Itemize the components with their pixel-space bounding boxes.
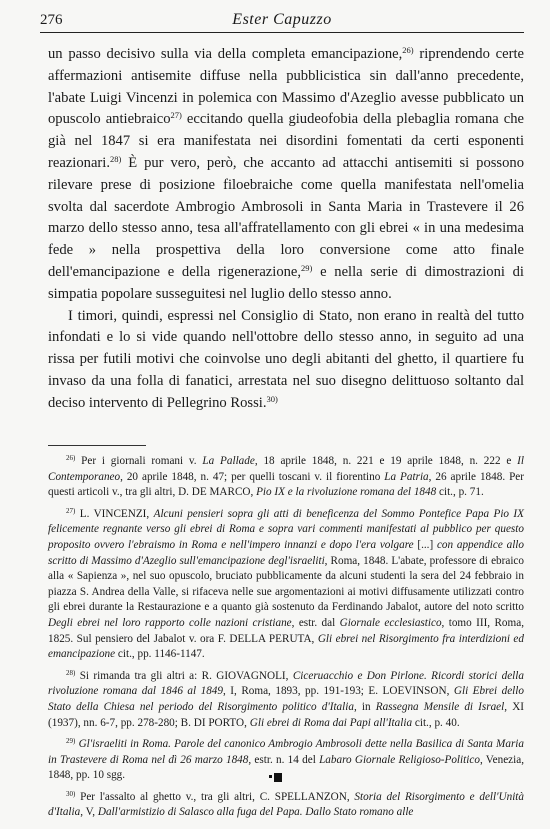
text-run: , V,	[80, 806, 98, 819]
text-run: , 26 aprile 1848. Per questi articoli v., tra gli altri, D. DE MARCO,	[48, 470, 524, 499]
italic-title: Pio IX e la rivoluzione romana del 1848	[256, 486, 437, 499]
footnote-ref: 30)	[266, 393, 278, 404]
text-run: un passo decisivo sulla via della completa emancipazione,	[48, 46, 403, 62]
text-run: , 18 aprile 1848, n. 221 e 19 aprile 1848, n. 222 e	[254, 455, 518, 467]
italic-title: Storia del Risorgimento e dell'Unità d'Italia	[48, 790, 525, 819]
text-run: eccitando quella giudeofobia della plebaglia romana che già nel 1847 si era manifestata nei disordini fomentati da certi esponenti reazionari.	[48, 111, 525, 171]
text-run: cit., p. 71.	[436, 486, 484, 499]
text-run: , I, Roma, 1893, pp. 191-193; E. LOEVINSON,	[223, 685, 454, 698]
page-number: 276	[40, 12, 63, 28]
footnote	[48, 737, 524, 784]
paragraph	[48, 44, 524, 306]
text-run: , estr. dal	[291, 616, 340, 629]
running-head: Ester Capuzzo	[232, 11, 332, 28]
footnote	[48, 454, 524, 501]
text-run: È pur vero, però, che accanto ad attacchi antisemiti si possono rilevare prese di posizione filoebraiche come quella manifestata nell'omelia svolta dal sacerdote Ambrogio Ambrosoli in Santa Maria in Trastevere il 26 marzo dello stesso anno, tesa all'affratellamento con gli ebrei « in una medesima fede » nella prospettiva della loro conversione come atto finale dell'emancipazione e della rigenerazione,	[48, 154, 524, 280]
italic-title: Gl'israeliti in Roma. Parole del canonico Ambrogio Ambrosoli dette nella Basilica di Santa Maria in Trastevere di Roma nel dì 26 marzo 1848	[48, 738, 525, 766]
footnote	[48, 790, 524, 821]
text-run: , Roma, 1848. L'abate, professore di ebraico alla « Sapienza », nel suo opuscolo, bruciato pubblicamente da alcuni studenti la sera del 24 febbraio in piazza S. Andrea della Valle, si rifaceva nelle sue argomentazioni ai motivi diffusamente utilizzati contro gli ebrei durante la Restaurazione e a quanto già sostenuto da Ferdinando Jabalot, autore del noto scritto	[48, 554, 524, 614]
text-run: , estr. n. 14 del	[248, 753, 320, 766]
text-run: e nella serie di dimostrazioni di simpatia popolare susseguitesi nel luglio dello stesso anno.	[48, 263, 524, 302]
italic-title: Gli ebrei di Roma dai Papi all'Italia	[249, 716, 413, 729]
italic-title: Ciceruacchio e Don Pirlone. Ricordi storici della rivoluzione romana dal 1846 al 1849	[48, 669, 524, 698]
italic-title: La Patria	[384, 470, 429, 483]
text-run: [...]	[413, 538, 437, 551]
text-run: , tomo III, Roma, 1825. Sul pensiero del Jabalot v. ora F. DELLA PERUTA,	[48, 616, 524, 645]
text-run: cit., p. 40.	[412, 716, 460, 729]
italic-title: Dall'armistizio di Salasco alla fuga del Papa. Dallo Stato romano alle	[97, 806, 414, 819]
italic-title: Il Contemporaneo	[48, 455, 524, 483]
italic-title: con appendice allo scritto di Massimo d'Azeglio sull'emancipazione degl'israeliti	[48, 538, 525, 567]
italic-title: Labaro Giornale Religioso-Politico	[319, 753, 480, 766]
footnote-divider	[48, 445, 146, 446]
text-run: cit., pp. 1146-1147.	[115, 648, 205, 661]
main-text	[48, 44, 524, 415]
footnote-number: 27)	[66, 506, 76, 515]
text-run: , Venezia, 1848, pp. 10 sgg.	[48, 753, 524, 782]
footnote-number: 28)	[66, 668, 76, 677]
italic-title: Rassegna Mensile di Israel	[375, 700, 505, 713]
text-run: , in	[353, 700, 376, 713]
italic-title: La Pallade	[202, 455, 255, 467]
text-run: I timori, quindi, espressi nel Consiglio di Stato, non erano in realtà del tutto infondati e lo si vide quando nell'ottobre dello stesso anno, in seguito ad una rissa per futili motivi che coinvolse uno degli abitanti del ghetto, il quartiere fu invaso da una folla di fanatici, arrestata nel suo disegno delittuoso soltanto dal deciso intervento di Pellegrino Rossi.	[48, 307, 524, 411]
text-run: Per i giornali romani v.	[75, 455, 203, 467]
footnote	[48, 507, 524, 663]
header-rule	[40, 32, 524, 33]
footnote-ref: 28)	[109, 153, 122, 164]
footnotes	[48, 454, 524, 827]
footnote-ref: 27)	[170, 110, 182, 121]
text-run: Si rimanda tra gli altri a: R. GIOVAGNOLI,	[75, 669, 293, 682]
footnote-number: 26)	[66, 454, 76, 462]
text-run: Per l'assalto al ghetto v., tra gli altri, C. SPELLANZON,	[75, 790, 355, 803]
page-header	[40, 10, 524, 34]
italic-title: Degli ebrei nel loro rapporto colle nazioni cristiane	[48, 616, 292, 629]
italic-title: Giornale ecclesiastico	[339, 616, 442, 629]
footnote-number: 29)	[66, 737, 76, 746]
text-run: , XI (1937), nn. 6-7, pp. 278-280; B. DI PORTO,	[48, 700, 525, 729]
italic-title: Gli Ebrei dello Stato della Chiesa nel periodo del Risorgimento politico d'Italia	[48, 685, 524, 713]
text-run: L. VINCENZI,	[75, 507, 154, 520]
paragraph	[48, 306, 524, 415]
scan-artifact-mark	[269, 773, 283, 783]
footnote-ref: 29)	[301, 262, 313, 273]
italic-title: Alcuni pensieri sopra gli atti di beneficenza del Sommo Pontefice Papa Pio IX felicemente regnante verso gli ebrei di Roma e sopra vari commenti manifestati al pubblico per questo proposito ovvero l'ebraismo in Roma e nell'impero innanzi e dopo l'era volgare	[48, 507, 524, 551]
text-run: riprendendo certe affermazioni antisemite diffuse nella pubblicistica sin dall'anno precedente, l'abate Luigi Vincenzi in polemica con Massimo d'Azeglio avesse pubblicato un opuscolo antiebraico	[48, 46, 524, 128]
footnote	[48, 669, 524, 731]
footnote-ref: 26)	[402, 45, 414, 55]
footnote-number: 30)	[66, 789, 76, 798]
italic-title: Gli ebrei nel Risorgimento fra interdizioni ed emancipazione	[48, 632, 524, 661]
text-run: , 20 aprile 1848, n. 47; per quelli toscani v. il fiorentino	[120, 470, 385, 483]
